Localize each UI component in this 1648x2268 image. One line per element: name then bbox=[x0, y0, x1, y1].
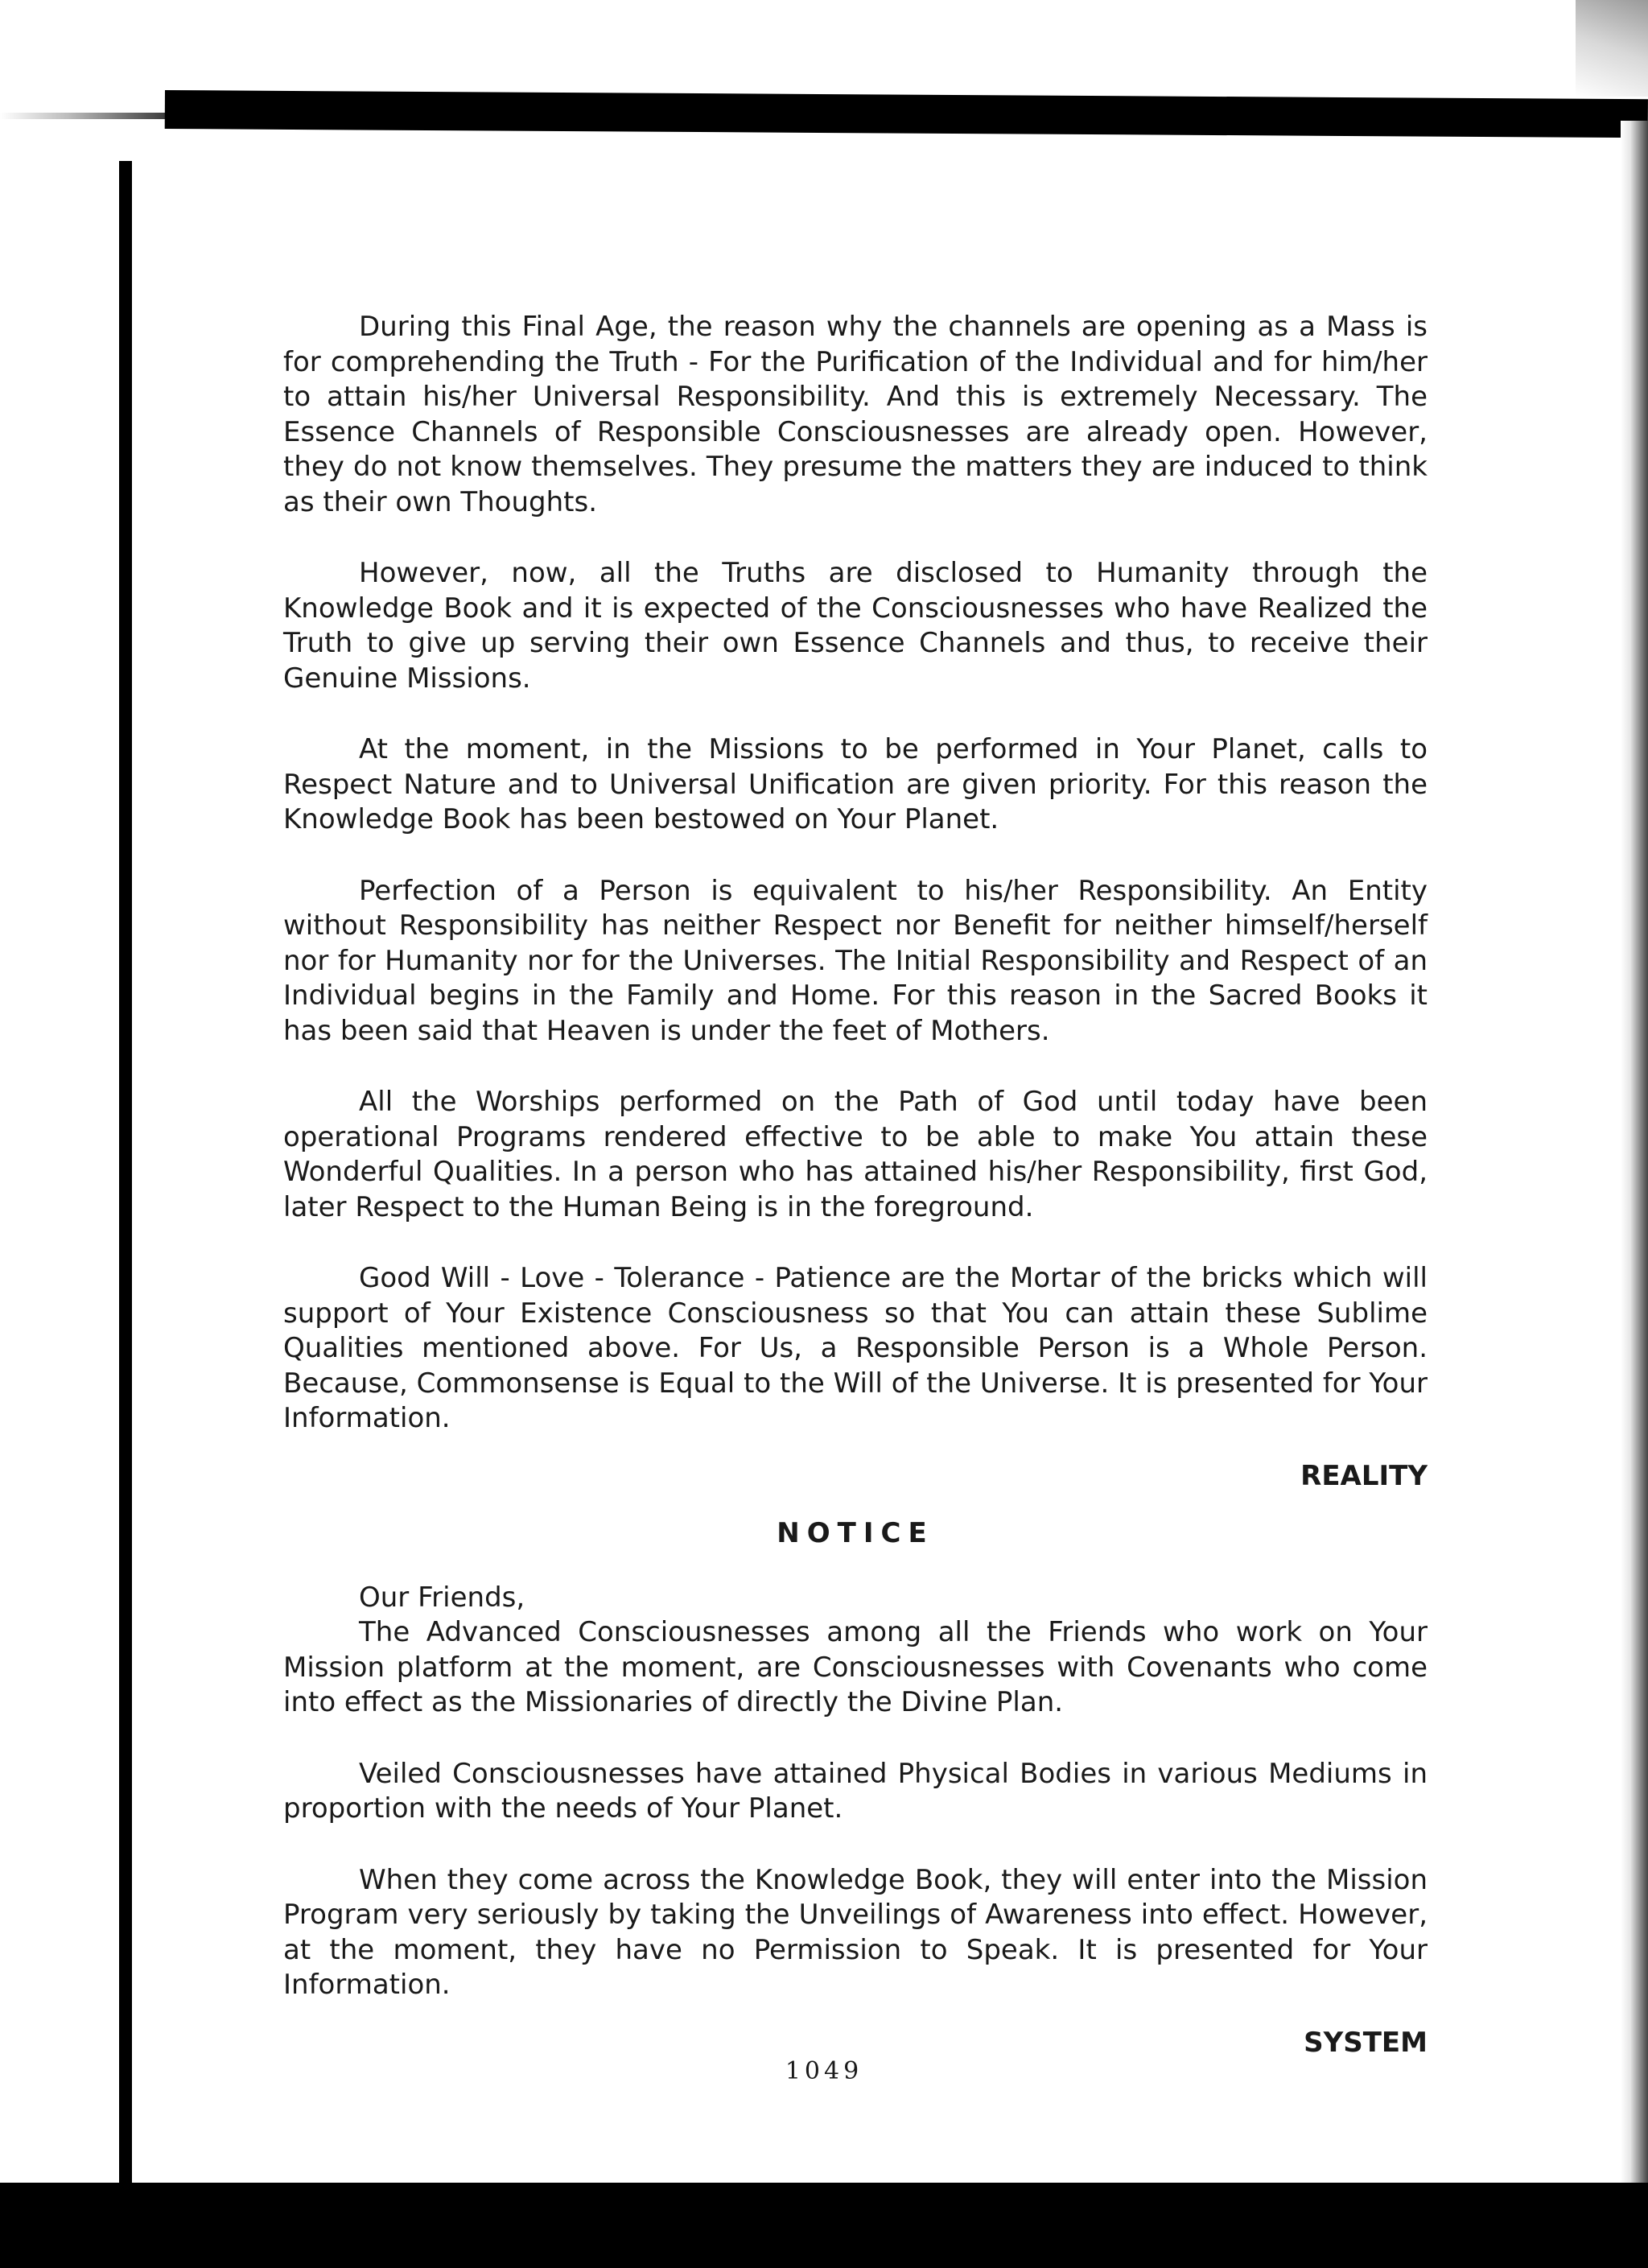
page-number: 1049 bbox=[785, 2057, 863, 2085]
paragraph: During this Final Age, the reason why the channels are opening as a Mass is for comprehending the Truth - For the Purification of the Individual and for him/her to attain his/her Universal Responsibility. And this is extremely Necessary. The Essence Channels of Responsible Consciousnesses are already open. However, they do not know themselves. They presume the matters they are induced to think as their own Thoughts. bbox=[283, 311, 1428, 518]
paragraph: However, now, all the Truths are disclosed to Humanity through the Knowledge Book and it is expected of the Consciousnesses who have Realized the Truth to give up serving their own Essence Channels and thus, to receive their Genuine Missions. bbox=[283, 557, 1428, 695]
scan-corner-artifact bbox=[1576, 0, 1648, 97]
paragraph: Perfection of a Person is equivalent to his/her Responsibility. An Entity without Responsibility has neither Respect nor Benefit for neither himself/herself nor for Humanity nor for the Universes. The Initial Responsibility and Respect of an Individual begins in the Family and Home. For this reason in the Sacred Books it has been said that Heaven is under the feet of Mothers. bbox=[283, 874, 1428, 1047]
paragraph: Good Will - Love - Tolerance - Patience are the Mortar of the bricks which will support of Your Existence Consciousness so that You can attain these Sublime Qualities mentioned above. For Us, a Responsible Person is a Whole Person. Because, Commonsense is Equal to the Will of the Universe. It is presented for Your Information. bbox=[283, 1262, 1428, 1434]
notice-heading: NOTICE bbox=[777, 1517, 934, 1549]
scan-left-border bbox=[119, 161, 132, 2245]
paragraph: When they come across the Knowledge Book, they will enter into the Mission Program very seriously by taking the Unveilings of Awareness into effect. However, at the moment, they have no Permission to Speak. It is presented for Your Information. bbox=[283, 1863, 1428, 2001]
paragraph: Veiled Consciousnesses have attained Physical Bodies in various Mediums in proportion with the needs of Your Planet. bbox=[283, 1757, 1428, 1825]
paragraph: The Advanced Consciousnesses among all the Friends who work on Your Mission platform at the moment, are Consciousnesses with Covenants who come into effect as the Missionaries of directly the Divine Plan. bbox=[283, 1616, 1428, 1718]
salutation: Our Friends, bbox=[359, 1581, 525, 1614]
scan-top-edge bbox=[0, 113, 173, 119]
scan-bottom-border bbox=[0, 2183, 1648, 2268]
signature-reality: REALITY bbox=[1300, 1459, 1428, 1492]
paragraph: All the Worships performed on the Path of God until today have been operational Programs rendered effective to be able to make You attain these Wonderful Qualities. In a person who has attained his/her Responsibility, first God, later Respect to the Human Being is in the foreground. bbox=[283, 1086, 1428, 1223]
signature-system: SYSTEM bbox=[1304, 2026, 1428, 2059]
page-body bbox=[283, 310, 1428, 2083]
paragraph: At the moment, in the Missions to be performed in Your Planet, calls to Respect Nature and to Universal Unification are given priority. For this reason the Knowledge Book has been bestowed on Your Planet. bbox=[283, 733, 1428, 835]
scan-right-border bbox=[1621, 121, 1648, 2205]
scan-top-border bbox=[165, 90, 1648, 138]
